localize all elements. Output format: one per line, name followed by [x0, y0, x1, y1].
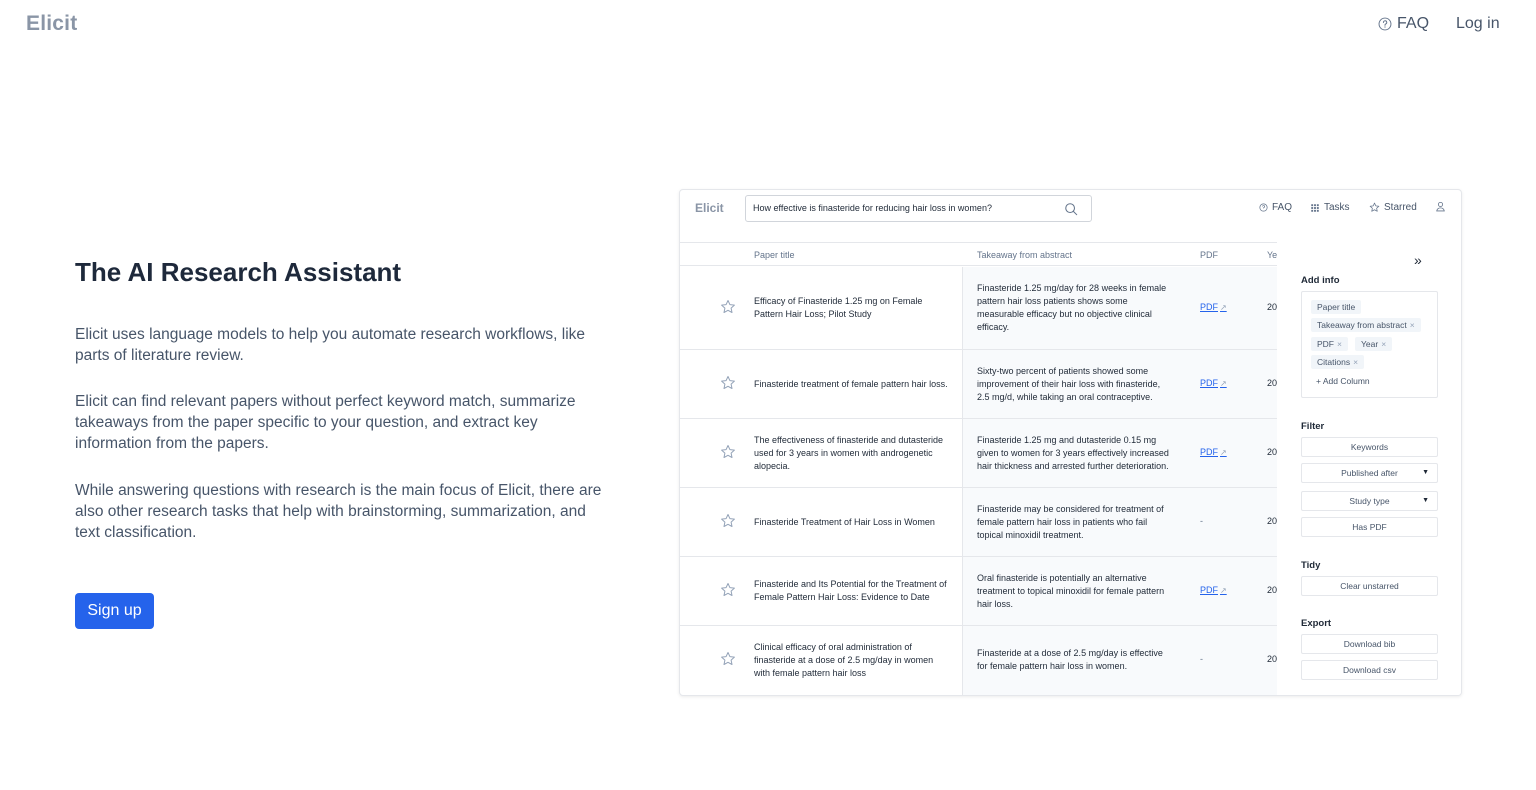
remove-icon: × [1409, 320, 1415, 330]
top-nav [0, 0, 1536, 48]
filter-heading: Filter [1301, 421, 1325, 432]
column-header-title: Paper title [754, 250, 795, 260]
chip-label: Year [1361, 339, 1379, 349]
study-type-label: Study type [1349, 496, 1390, 506]
takeaway-text: Oral finasteride is potentially an alternative treatment to topical minoxidil for female pattern hair loss. [977, 573, 1165, 609]
takeaway-text: Finasteride at a dose of 2.5 mg/day is effective for female pattern hair loss in women. [977, 648, 1163, 671]
column-header-year: Ye [1267, 250, 1278, 260]
brand-logo[interactable]: Elicit [26, 12, 78, 35]
paper-title: Clinical efficacy of oral administration of finasteride at a dose of 2.5 mg/day in women with female pattern hair loss [754, 642, 934, 678]
star-icon [720, 375, 736, 391]
year-cell: 20 [1267, 654, 1278, 664]
login-link[interactable]: Log in [1456, 15, 1500, 32]
app-tasks-link [1310, 202, 1350, 213]
app-starred-link [1369, 202, 1417, 213]
takeaway-text: Finasteride may be considered for treatment of female pattern hair loss in patients who fail topical minoxidil treatment. [977, 504, 1164, 540]
hero-title: The AI Research Assistant [75, 257, 402, 287]
download-bib-button: Download bib [1301, 634, 1438, 654]
table-row [680, 267, 1277, 350]
hero-paragraph-2: Elicit can find relevant papers without perfect keyword match, summarize takeaways from the paper specific to your question, and extract key information from the papers. [75, 393, 576, 452]
star-icon [720, 513, 736, 529]
grid-icon [1310, 203, 1320, 213]
search-icon [1064, 202, 1078, 216]
takeaway-text: Finasteride 1.25 mg and dutasteride 0.15 mg given to women for 3 years effectively increased hair thickness and arrested further deterioration. [977, 435, 1169, 471]
faq-link[interactable] [1378, 15, 1429, 33]
year-cell: 20 [1267, 516, 1278, 526]
external-link-icon: ↗ [1220, 302, 1227, 312]
external-link-icon: ↗ [1220, 447, 1227, 457]
star-icon [720, 582, 736, 598]
column-chip [1311, 355, 1364, 369]
user-icon [1435, 201, 1446, 212]
pdf-link-label: PDF [1200, 302, 1218, 312]
year-cell: 20 [1267, 378, 1278, 388]
caret-down-icon: ▼ [1422, 497, 1429, 504]
app-starred-label: Starred [1384, 202, 1417, 213]
year-cell: 20 [1267, 447, 1278, 457]
caret-down-icon: ▼ [1422, 469, 1429, 476]
chip-label: Takeaway from abstract [1317, 320, 1407, 330]
takeaway-text: Finasteride 1.25 mg/day for 28 weeks in female pattern hair loss patients shows some measurable efficacy but no objective clinical efficacy. [977, 283, 1167, 332]
add-column-link: + Add Column [1316, 376, 1370, 386]
pdf-link [1200, 302, 1227, 312]
paper-title: Finasteride treatment of female pattern hair loss. [754, 379, 948, 389]
download-csv-button: Download csv [1301, 660, 1438, 680]
column-chip [1311, 300, 1361, 314]
help-circle-icon [1378, 17, 1392, 31]
year-cell: 20 [1267, 302, 1278, 312]
clear-unstarred-button: Clear unstarred [1301, 576, 1438, 596]
help-circle-icon [1259, 203, 1268, 212]
app-faq-link [1259, 202, 1292, 213]
star-icon [720, 651, 736, 667]
app-preview [679, 189, 1462, 696]
star-icon [1369, 202, 1380, 213]
signup-button[interactable]: Sign up [75, 593, 154, 629]
paper-title: Finasteride Treatment of Hair Loss in Women [754, 517, 935, 527]
published-after-label: Published after [1341, 468, 1398, 478]
app-faq-label: FAQ [1272, 202, 1293, 213]
pdf-link [1200, 378, 1227, 388]
remove-icon: × [1381, 339, 1387, 349]
column-chip [1355, 337, 1392, 351]
star-icon [720, 299, 736, 315]
table-row [680, 557, 1277, 626]
app-search-query: How effective is finasteride for reducing hair loss in women? [753, 203, 992, 213]
add-info-heading: Add info [1301, 275, 1340, 286]
study-type-select [1301, 491, 1438, 511]
chip-label: Citations [1317, 357, 1351, 367]
app-brand: Elicit [695, 201, 724, 215]
pdf-missing: - [1200, 516, 1203, 526]
column-header-pdf: PDF [1200, 250, 1218, 260]
hero-paragraph-1: Elicit uses language models to help you automate research workflows, like parts of literature review. [75, 326, 586, 364]
external-link-icon: ↗ [1220, 378, 1227, 388]
export-heading: Export [1301, 618, 1332, 629]
table-row [680, 626, 1277, 696]
pdf-link [1200, 447, 1227, 457]
add-info-box [1301, 291, 1438, 398]
paper-title: The effectiveness of finasteride and dutasteride used for 3 years in women with androgenetic alopecia. [754, 435, 943, 471]
chip-label: PDF [1317, 339, 1334, 349]
tidy-heading: Tidy [1301, 560, 1321, 571]
has-pdf-filter: Has PDF [1301, 517, 1438, 537]
collapse-panel-icon: » [1414, 252, 1422, 268]
results-table-header [680, 242, 1277, 266]
external-link-icon: ↗ [1220, 585, 1227, 595]
faq-link-label: FAQ [1397, 15, 1430, 32]
app-search-input [745, 195, 1092, 222]
column-header-takeaway: Takeaway from abstract [977, 250, 1073, 260]
table-row [680, 488, 1277, 557]
table-row [680, 419, 1277, 488]
table-row [680, 350, 1277, 419]
chip-label: Paper title [1317, 302, 1356, 312]
year-cell: 20 [1267, 585, 1278, 595]
app-user-menu [1435, 201, 1446, 212]
pdf-link-label: PDF [1200, 378, 1218, 388]
remove-icon: × [1353, 357, 1359, 367]
keywords-filter: Keywords [1301, 437, 1438, 457]
takeaway-text: Sixty-two percent of patients showed some improvement of their hair loss with finasteride, 2.5 mg/d, while taking an oral contraceptive. [977, 366, 1161, 402]
column-chip [1311, 318, 1421, 332]
pdf-link-label: PDF [1200, 447, 1218, 457]
hero-paragraph-3: While answering questions with research is the main focus of Elicit, there are also other research tasks that help with brainstorming, summarization, and text classification. [75, 482, 602, 541]
star-icon [720, 444, 736, 460]
paper-title: Efficacy of Finasteride 1.25 mg on Female Pattern Hair Loss; Pilot Study [754, 296, 923, 319]
app-tasks-label: Tasks [1324, 202, 1350, 213]
remove-icon: × [1337, 339, 1342, 349]
pdf-missing: - [1200, 654, 1203, 664]
pdf-link [1200, 585, 1227, 595]
pdf-link-label: PDF [1200, 585, 1218, 595]
column-chip [1311, 337, 1348, 351]
published-after-select [1301, 463, 1438, 483]
app-side-panel [1277, 242, 1462, 696]
paper-title: Finasteride and Its Potential for the Treatment of Female Pattern Hair Loss: Evidence to Date [754, 579, 947, 602]
